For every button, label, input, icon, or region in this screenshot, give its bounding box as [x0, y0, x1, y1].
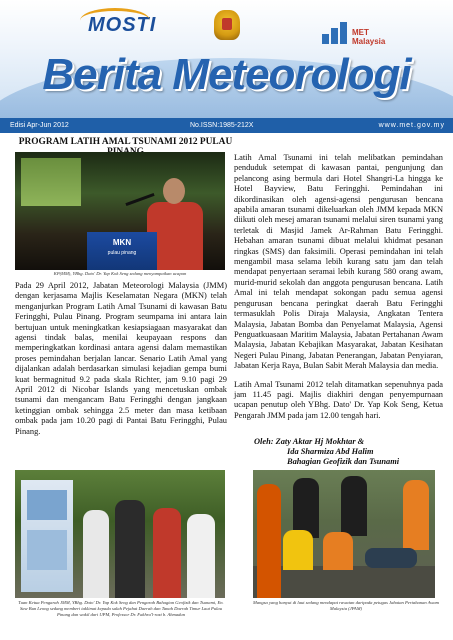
malaysia-crest-icon	[214, 10, 240, 40]
article-headline: PROGRAM LATIH AMAL TSUNAMI 2012 PULAU	[18, 137, 233, 147]
met-logo-text: MET Malaysia	[352, 28, 386, 46]
met-logo-bar-icon	[322, 34, 329, 44]
met-logo-bar-icon	[331, 28, 338, 44]
website-link[interactable]: www.met.gov.my	[378, 122, 445, 129]
met-malaysia-logo	[322, 22, 386, 46]
rescuer-figure	[403, 480, 429, 550]
masthead	[0, 0, 453, 118]
speech-photo-caption: KP(MM), YBhg. Dato' Dr. Yap Kok Seng sedang menyampaikan ucapan	[53, 271, 187, 276]
speaker-head	[163, 178, 185, 204]
rescuer-figure	[323, 532, 353, 570]
byline-author-2: Ida Sharmiza Abd Halim	[287, 447, 374, 456]
briefing-photo-caption: Tuan Ketua Pengarah JMM, YBhg. Dato' Dr. Yap Kok Seng dan Pengarah Bahagian Geofizik dan Tsunami, En. Saw Bun Leong sedang memberi taklimat kepada salah Pejabat Daerah dan Tanah Daerah Timur Laut Pulau Pinang dan wakil dari UPM, Professor Dr. Fakhru'l-razi b. Ahmadun	[18, 600, 224, 617]
rescue-photo-caption: Mangsa yang hanyut di laut sedang mendapat rawatan daripada petugas Jabatan Pertahanan Awam Malaysia (JPAM)	[253, 600, 439, 611]
article-byline	[254, 437, 444, 467]
person-figure	[187, 514, 215, 598]
person-figure	[83, 510, 109, 598]
person-figure	[153, 508, 181, 598]
byline-authors: Oleh: Zaty Aktar Hj Mokhtar &	[254, 437, 365, 446]
article-paragraph: Latih Amal Tsunami 2012 telah ditamatkan sepenuhnya pada jam 11.45 pagi. Majlis diakhiri dengan penyempurnaan ucapan penutup oleh YBhg. Dato' Dr. Yap Kok Seng, Ketua Pengarah JMM pada jam 12.00 tengah hari.	[234, 379, 443, 420]
met-logo-bar-icon	[340, 22, 347, 44]
mosti-swirl-icon	[80, 8, 150, 33]
article-paragraph: Latih Amal Tsunami ini telah melibatkan pemindahan penduduk setempat di kawasan pantai, pengunjung dan pelancong asing bermula dari Hotel Shangri-La hingga ke Hotel Bayview, Batu Feringghi. Pemindahan ini dikordinasikan oleh agensi-agensi pengurusan bencana apabila amaran tsunami dikeluarkan oleh JMM kepada MKN diikuti oleh mesej amaran tsunami melalui siren tsunami yang terletak di Masjid Jamek Ar-Rahman Batu Feringghi. Hebahan amaran tsunami dibuat melalui khidmat pesanan ringkas (SMS) dan faksimili. Operasi pemindahan ini telah mengambil masa selama lebih kurang satu jam dan telah mendapat penyertaan seramai lebih kurang 580 orang awam, murid-murid sekolah dan anggota pengurusan bencana. Latih Amal ini telah mendapat sokongan padu semua agensi pengurusan bencana peringkat daerah Batu Feringghi termasuklah Polis Diraja Malaysia, Angkatan Tentera Malaysia, Jabatan Bomba dan Penyelamat Malaysia, Agensi Penguatkuasaan Maritim Malaysia, Jabatan Pertahanan Awam Malaysia, Jabatan Kebajikan Masyarakat, Jabatan Kesihatan Negeri Pulau Pinang, Jabatan Penerangan, Jabatan Penyiaran, Jabatan Kerja Raya, Bulan Sabit Merah Malaysia dan media.	[234, 153, 443, 371]
issn-label: No.ISSN:1985-212X	[190, 122, 254, 129]
rescue-photo	[253, 470, 435, 598]
issue-info-bar	[0, 118, 453, 133]
podium	[87, 232, 157, 270]
article-paragraph: Pada 29 April 2012, Jabatan Meteorologi Malaysia (JMM) dengan kerjasama Majlis Keselamatan Negara (MKN) telah menganjurkan Program Latih Amal Tsunami di kawasan Batu Feringghi, Pulau Pinang. Program seumpama ini antara lain bertujuan untuk meningkatkan kesiapsiagaan masyarakat dan agensi tindak balas, menilai keupayaan respons dan memperingkatkan kordinasi antara agensi dalam memastikan proses pemindahan berjalan lancar. Senario Latih Amal yang dijalankan adalah berdasarkan simulasi kejadian gempa bumi kuat bermagnitud 9.2 pada skala Richter, jam 9.10 pagi 29 April 2012 di Nicobar Islands yang mencetuskan ombak tsunami dan mengancam Batu Feringghi dengan jangkaan ketinggian ombak sehingga 2.5 meter dan masa ketibaan ombak pada jam 10.20 pagi di Pantai Batu Feringghi, Pulau Pinang.	[15, 281, 227, 436]
byline-department: Bahagian Geofizik dan Tsunami	[287, 457, 400, 466]
rescuer-figure	[283, 530, 313, 570]
person-figure	[341, 476, 367, 536]
article-column-1	[15, 281, 227, 445]
speech-photo	[15, 152, 225, 270]
info-board	[21, 480, 73, 592]
mosti-logo: MOSTI	[88, 14, 156, 37]
newsletter-title: Berita Meteorologi	[42, 50, 411, 99]
person-figure	[115, 500, 145, 598]
victim-figure	[365, 548, 417, 568]
rescuer-figure	[257, 484, 281, 598]
podium-logo-text: MKN	[112, 238, 132, 247]
photo-banner	[21, 158, 81, 206]
person-figure	[293, 478, 319, 538]
podium-sub-text: pulau pinang	[107, 250, 137, 256]
article-column-2	[234, 153, 443, 429]
briefing-photo	[15, 470, 225, 598]
edition-label: Edisi Apr-Jun 2012	[10, 122, 69, 129]
